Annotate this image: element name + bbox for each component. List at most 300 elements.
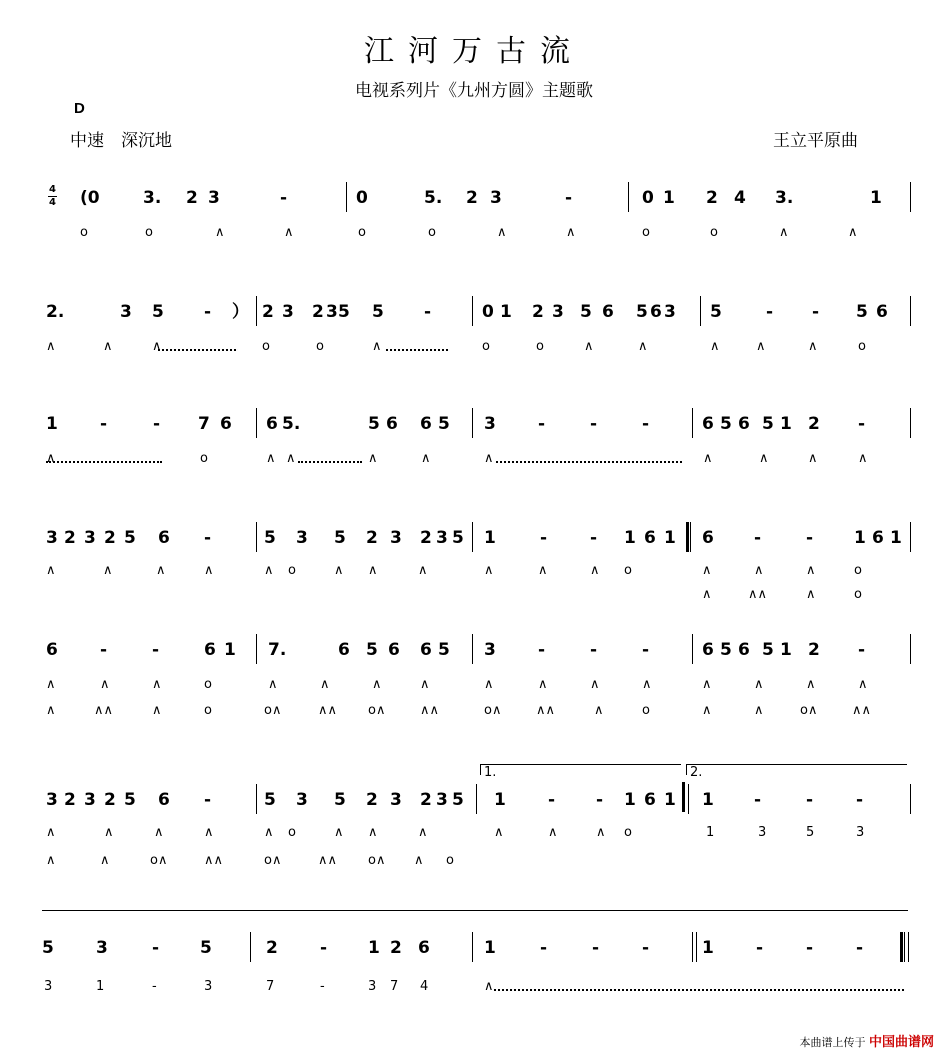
melody-note: 3 <box>282 302 294 322</box>
melody-note: 1 <box>702 938 714 958</box>
melody-note: 6 <box>158 790 170 810</box>
stroke-mark: ∧ <box>418 825 428 840</box>
stroke-mark: ∧ <box>548 825 558 840</box>
melody-note: ） <box>232 302 249 322</box>
melody-note: 5 <box>438 640 450 660</box>
bar-line <box>910 784 911 814</box>
melody-note: 3 <box>390 528 402 548</box>
stroke-mark: ∧ <box>584 339 594 354</box>
stroke-mark: ∧ <box>46 563 56 578</box>
stroke-mark: ∧ <box>204 563 214 578</box>
stroke-mark: ∧ <box>46 339 56 354</box>
stroke-mark: ∧ <box>103 339 113 354</box>
bar-line <box>700 296 701 326</box>
footer-site: 中国曲谱网 <box>868 1035 934 1050</box>
melody-note: 6 <box>204 640 216 660</box>
melody-note: 5 <box>762 414 774 434</box>
melody-note: 7 <box>198 414 210 434</box>
stroke-mark: ∧ <box>710 339 720 354</box>
bar-line <box>472 932 473 962</box>
lower-part-note: 1 <box>96 979 105 994</box>
melody-note: 3 <box>436 528 448 548</box>
stroke-mark-lower: ∧ <box>414 853 424 868</box>
bar-line <box>256 634 257 664</box>
bar-line <box>696 932 697 962</box>
stroke-mark-lower: ∧ <box>702 587 712 602</box>
stroke-mark-lower: ∧ <box>46 853 56 868</box>
stroke-mark-lower: o∧ <box>150 853 168 868</box>
stroke-mark-lower: o∧ <box>264 853 282 868</box>
melody-note: 2 <box>262 302 274 322</box>
melody-note: 2 <box>104 790 116 810</box>
melody-note: 1 <box>663 188 675 208</box>
bar-line <box>908 932 909 962</box>
stroke-mark: ∧ <box>215 225 225 240</box>
stroke-mark: o <box>204 677 212 692</box>
stroke-mark: ∧ <box>596 825 606 840</box>
melody-note: - <box>754 790 762 810</box>
stroke-mark: ∧ <box>538 563 548 578</box>
melody-note: 1 <box>484 938 496 958</box>
melody-note: 2 <box>532 302 544 322</box>
melody-note: 5 <box>372 302 384 322</box>
stroke-mark: ∧ <box>334 563 344 578</box>
melody-note: 6 <box>386 414 398 434</box>
key-signature: D <box>74 100 85 117</box>
stroke-mark: ∧ <box>779 225 789 240</box>
lower-part-note: 7 <box>266 979 275 994</box>
melody-note: - <box>754 528 762 548</box>
stroke-mark: ∧ <box>46 451 56 466</box>
melody-note: 2 <box>808 414 820 434</box>
melody-note: 7. <box>268 640 287 660</box>
stroke-mark-lower: o∧ <box>264 703 282 718</box>
stroke-mark-lower: ∧∧ <box>420 703 440 718</box>
stroke-mark: ∧ <box>806 677 816 692</box>
melody-note: - <box>100 640 108 660</box>
melody-note: 5 <box>438 414 450 434</box>
bar-line <box>476 784 477 814</box>
stroke-mark: ∧ <box>100 677 110 692</box>
melody-note: 6 <box>420 640 432 660</box>
melody-note: 5 <box>152 302 164 322</box>
footer-prefix: 本曲谱上传于 <box>799 1036 866 1049</box>
bar-line <box>910 634 911 664</box>
stroke-mark-lower: ∧∧ <box>852 703 872 718</box>
melody-note: - <box>153 414 161 434</box>
stroke-mark: ∧ <box>754 677 764 692</box>
melody-note: 5 <box>42 938 54 958</box>
stroke-mark: ∧ <box>494 825 504 840</box>
lower-part-note: 3 <box>204 979 213 994</box>
melody-note: 2 <box>466 188 478 208</box>
stroke-mark: ∧ <box>103 563 113 578</box>
tremolo-line <box>158 344 236 351</box>
melody-note: 6 <box>388 640 400 660</box>
melody-note: - <box>642 640 650 660</box>
melody-note: 6 <box>702 640 714 660</box>
melody-note: 3 <box>84 528 96 548</box>
stroke-mark-lower: ∧ <box>702 703 712 718</box>
stroke-mark: ∧ <box>368 451 378 466</box>
melody-note: 2 <box>420 790 432 810</box>
melody-note: - <box>756 938 764 958</box>
tremolo-line <box>496 456 682 463</box>
melody-note: 5 <box>334 790 346 810</box>
melody-note: 2 <box>366 528 378 548</box>
melody-note: - <box>858 640 866 660</box>
melody-note: 5 <box>264 528 276 548</box>
bar-line <box>256 296 257 326</box>
bar-line <box>472 634 473 664</box>
melody-note: 2 <box>366 790 378 810</box>
melody-note: 5 <box>720 640 732 660</box>
stroke-mark: o <box>316 339 324 354</box>
stroke-mark: o <box>80 225 88 240</box>
stroke-mark: 3 <box>758 825 767 840</box>
melody-note: 5 <box>580 302 592 322</box>
stroke-mark: ∧ <box>264 825 274 840</box>
melody-note: - <box>806 528 814 548</box>
melody-note: - <box>858 414 866 434</box>
melody-note: - <box>204 302 212 322</box>
bar-line <box>472 296 473 326</box>
melody-note: 6 <box>702 414 714 434</box>
melody-note: - <box>204 528 212 548</box>
melody-note: 1 <box>870 188 882 208</box>
stroke-mark: ∧ <box>806 563 816 578</box>
stroke-mark: ∧ <box>590 563 600 578</box>
melody-note: 5 <box>338 302 350 322</box>
stroke-mark: ∧ <box>372 339 382 354</box>
melody-note: - <box>280 188 288 208</box>
melody-note: 6 <box>644 790 656 810</box>
melody-note: - <box>320 938 328 958</box>
melody-note: 5 <box>636 302 648 322</box>
bar-line <box>690 522 691 552</box>
stroke-mark: ∧ <box>702 677 712 692</box>
melody-note: 5 <box>200 938 212 958</box>
time-signature-top: 4 <box>49 184 56 195</box>
volta-1-label: 1. <box>484 765 497 780</box>
tremolo-line <box>494 984 904 991</box>
stroke-mark: ∧ <box>286 451 296 466</box>
composer-credit: 王立平原曲 <box>773 131 858 151</box>
melody-note: 2 <box>808 640 820 660</box>
melody-note: 6 <box>872 528 884 548</box>
melody-note: - <box>590 414 598 434</box>
melody-note: 1 <box>224 640 236 660</box>
melody-note: 6 <box>266 414 278 434</box>
lower-part-note: - <box>320 979 325 994</box>
tempo-marking: 中速 深沉地 <box>70 131 172 151</box>
melody-note: - <box>766 302 774 322</box>
melody-note: - <box>204 790 212 810</box>
repeat-bar <box>682 782 685 812</box>
stroke-mark: ∧ <box>154 825 164 840</box>
volta-1-bracket <box>480 764 681 775</box>
melody-note: 3 <box>484 640 496 660</box>
tremolo-line <box>298 456 362 463</box>
stroke-mark: ∧ <box>46 677 56 692</box>
stroke-mark: o <box>536 339 544 354</box>
stroke-mark: ∧ <box>858 677 868 692</box>
melody-note: 1 <box>664 528 676 548</box>
melody-note: - <box>548 790 556 810</box>
bar-line <box>910 182 911 212</box>
bar-line <box>904 932 905 962</box>
lower-part-note: ∧ <box>484 979 494 994</box>
melody-note: 6 <box>418 938 430 958</box>
stroke-mark: ∧ <box>368 825 378 840</box>
stroke-mark-lower: o <box>642 703 650 718</box>
stroke-mark: ∧ <box>754 563 764 578</box>
melody-note: 3 <box>46 528 58 548</box>
stroke-mark: ∧ <box>808 339 818 354</box>
melody-note: - <box>100 414 108 434</box>
stroke-mark: ∧ <box>264 563 274 578</box>
stroke-mark: ∧ <box>484 677 494 692</box>
stroke-mark-lower: ∧ <box>100 853 110 868</box>
melody-note: 5 <box>264 790 276 810</box>
stroke-mark-lower: o∧ <box>368 853 386 868</box>
stroke-mark-lower: ∧∧ <box>204 853 224 868</box>
stroke-mark: o <box>710 225 718 240</box>
stroke-mark: o <box>642 225 650 240</box>
score-subtitle: 电视系列片《九州方圆》主题歌 <box>355 81 593 101</box>
melody-note: 1 <box>702 790 714 810</box>
melody-note: 6 <box>420 414 432 434</box>
stroke-mark: ∧ <box>421 451 431 466</box>
bar-line <box>910 408 911 438</box>
stroke-mark: ∧ <box>268 677 278 692</box>
melody-note: 4 <box>734 188 746 208</box>
melody-note: 0 <box>482 302 494 322</box>
time-signature <box>48 185 57 208</box>
stroke-mark-lower: ∧ <box>594 703 604 718</box>
bar-line <box>256 784 257 814</box>
melody-note: 2 <box>186 188 198 208</box>
stroke-mark: o <box>858 339 866 354</box>
stroke-mark: o <box>358 225 366 240</box>
stroke-mark-lower: ∧∧ <box>318 703 338 718</box>
melody-note: 5 <box>124 528 136 548</box>
melody-note: 3 <box>484 414 496 434</box>
melody-note: 3 <box>296 790 308 810</box>
stroke-mark: o <box>428 225 436 240</box>
melody-note: 3 <box>46 790 58 810</box>
stroke-mark-lower: o <box>854 587 862 602</box>
melody-note: 5 <box>710 302 722 322</box>
stroke-mark-lower: o∧ <box>800 703 818 718</box>
stroke-mark-lower: ∧ <box>152 703 162 718</box>
bar-line <box>250 932 251 962</box>
melody-note: 1 <box>624 790 636 810</box>
stroke-mark-lower: o∧ <box>484 703 502 718</box>
melody-note: 2. <box>46 302 65 322</box>
melody-note: 5 <box>334 528 346 548</box>
melody-note: 3. <box>143 188 162 208</box>
lower-part-note: 4 <box>420 979 429 994</box>
bar-line <box>472 408 473 438</box>
melody-note: - <box>590 528 598 548</box>
melody-note: 2 <box>390 938 402 958</box>
melody-note: 3 <box>552 302 564 322</box>
melody-note: 6 <box>644 528 656 548</box>
melody-note: 1 <box>368 938 380 958</box>
stroke-mark-lower: o <box>204 703 212 718</box>
stroke-mark: o <box>145 225 153 240</box>
melody-note: 3 <box>436 790 448 810</box>
stroke-mark: o <box>200 451 208 466</box>
melody-note: 1 <box>890 528 902 548</box>
stroke-mark: ∧ <box>642 677 652 692</box>
stroke-mark: ∧ <box>590 677 600 692</box>
bar-line <box>692 932 693 962</box>
melody-note: 6 <box>602 302 614 322</box>
volta-2-bracket <box>686 764 907 775</box>
stroke-mark-lower: ∧ <box>754 703 764 718</box>
melody-note: 3 <box>84 790 96 810</box>
bar-line <box>688 784 689 814</box>
melody-note: 0 <box>642 188 654 208</box>
melody-note: 3 <box>490 188 502 208</box>
melody-note: - <box>806 790 814 810</box>
lower-part-note: 7 <box>390 979 399 994</box>
melody-note: 1 <box>494 790 506 810</box>
melody-note: 1 <box>46 414 58 434</box>
stroke-mark: o <box>262 339 270 354</box>
stroke-mark: ∧ <box>497 225 507 240</box>
melody-note: 1 <box>854 528 866 548</box>
stroke-mark: ∧ <box>156 563 166 578</box>
stroke-mark: o <box>854 563 862 578</box>
bar-line <box>910 522 911 552</box>
stroke-mark: o <box>482 339 490 354</box>
stroke-mark: ∧ <box>808 451 818 466</box>
melody-note: 3 <box>120 302 132 322</box>
melody-note: - <box>538 414 546 434</box>
melody-note: - <box>540 528 548 548</box>
melody-note: 1 <box>500 302 512 322</box>
melody-note: 5. <box>282 414 301 434</box>
melody-note: 3 <box>326 302 338 322</box>
stroke-mark: ∧ <box>204 825 214 840</box>
bar-line <box>910 296 911 326</box>
melody-note: 2 <box>266 938 278 958</box>
melody-note: - <box>152 938 160 958</box>
stroke-mark-lower: o∧ <box>368 703 386 718</box>
melody-note: - <box>590 640 598 660</box>
stroke-mark: ∧ <box>848 225 858 240</box>
melody-note: - <box>538 640 546 660</box>
melody-note: 1 <box>780 640 792 660</box>
melody-note: - <box>642 414 650 434</box>
melody-note: 6 <box>338 640 350 660</box>
melody-note: - <box>806 938 814 958</box>
melody-note: 1 <box>780 414 792 434</box>
melody-note: 6 <box>738 640 750 660</box>
lower-part-note: 3 <box>44 979 53 994</box>
bar-line <box>256 522 257 552</box>
bar-line <box>346 182 347 212</box>
melody-note: - <box>856 790 864 810</box>
stroke-mark-lower: o <box>446 853 454 868</box>
stroke-mark: ∧ <box>703 451 713 466</box>
melody-note: 3 <box>296 528 308 548</box>
stroke-mark: ∧ <box>484 563 494 578</box>
melody-note: 5 <box>856 302 868 322</box>
stroke-mark: ∧ <box>104 825 114 840</box>
melody-note: 2 <box>420 528 432 548</box>
stroke-mark: o <box>288 825 296 840</box>
melody-note: 1 <box>624 528 636 548</box>
stroke-mark: ∧ <box>372 677 382 692</box>
melody-note: 5 <box>452 528 464 548</box>
stroke-mark-lower: ∧∧ <box>536 703 556 718</box>
melody-note: 2 <box>312 302 324 322</box>
melody-note: 6 <box>702 528 714 548</box>
stroke-mark: ∧ <box>46 825 56 840</box>
stroke-mark: ∧ <box>759 451 769 466</box>
melody-note: 0 <box>356 188 368 208</box>
melody-note: 6 <box>46 640 58 660</box>
score-title: 江河万古流 <box>364 34 584 69</box>
footer-credit <box>799 1031 934 1050</box>
stroke-mark: ∧ <box>484 451 494 466</box>
melody-note: 6 <box>158 528 170 548</box>
stroke-mark: ∧ <box>420 677 430 692</box>
stroke-mark: 5 <box>806 825 815 840</box>
bar-line <box>692 408 693 438</box>
melody-note: 1 <box>664 790 676 810</box>
melody-note: - <box>596 790 604 810</box>
repeat-bar <box>900 932 903 962</box>
melody-note: 6 <box>738 414 750 434</box>
stroke-mark: ∧ <box>152 339 162 354</box>
melody-note: - <box>424 302 432 322</box>
stroke-mark: ∧ <box>266 451 276 466</box>
volta-2-label: 2. <box>690 765 703 780</box>
stroke-mark-lower: ∧∧ <box>748 587 768 602</box>
stroke-mark-lower: ∧ <box>46 703 56 718</box>
stroke-mark: o <box>624 563 632 578</box>
lower-part-note: 3 <box>368 979 377 994</box>
melody-note: - <box>592 938 600 958</box>
bar-line <box>472 522 473 552</box>
melody-note: 5 <box>366 640 378 660</box>
tremolo-line <box>386 344 448 351</box>
melody-note: 6 <box>220 414 232 434</box>
stroke-mark: ∧ <box>320 677 330 692</box>
stroke-mark: ∧ <box>858 451 868 466</box>
stroke-mark: o <box>624 825 632 840</box>
stroke-mark: ∧ <box>756 339 766 354</box>
stroke-mark: ∧ <box>418 563 428 578</box>
stroke-mark: o <box>288 563 296 578</box>
melody-note: - <box>642 938 650 958</box>
melody-note: 5 <box>720 414 732 434</box>
stroke-mark-lower: ∧∧ <box>318 853 338 868</box>
stroke-mark: ∧ <box>702 563 712 578</box>
bar-line <box>628 182 629 212</box>
system-top-line <box>42 910 908 911</box>
tremolo-line <box>46 456 162 463</box>
melody-note: - <box>565 188 573 208</box>
melody-note: 5 <box>124 790 136 810</box>
melody-note: 2 <box>64 790 76 810</box>
melody-note: 3 <box>390 790 402 810</box>
